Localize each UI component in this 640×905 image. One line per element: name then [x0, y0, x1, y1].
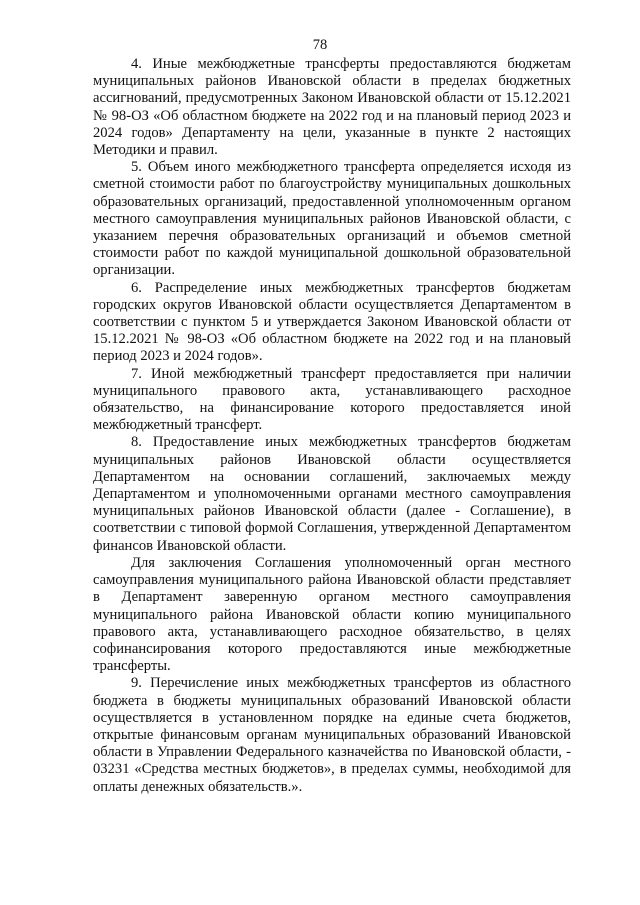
- paragraph-5: 5. Объем иного межбюджетного трансферта определяется исходя из сметной стоимости работ по благоустройству муниципальных дошкольных образовательных организаций, предоставленной уполномоченным органом местного самоуправления муниципальных районов Ивановской области, с указанием перечня образовательных организаций и объемов сметной стоимости работ по каждой муниципальной дошкольной образовательной организации.: [93, 159, 571, 279]
- page-number: 78: [312, 37, 328, 53]
- paragraph-9: 9. Перечисление иных межбюджетных трансфертов из областного бюджета в бюджеты муниципальных образований Ивановской области осуществляется в установленном порядке на единые счета бюджетов, открытые финансовым органам муниципальных образований Ивановской области в Управлении Федерального казначейства по Ивановской области, - 03231 «Средства местных бюджетов», в пределах суммы, необходимой для оплаты денежных обязательств.».: [93, 675, 571, 795]
- paragraph-8: 8. Предоставление иных межбюджетных трансфертов бюджетам муниципальных районов Ивановской области осуществляется Департаментом на основании соглашений, заключаемых между Департаментом и уполномоченными органами местного самоуправления муниципальных районов Ивановской области (далее - Соглашение), в соответствии с типовой формой Соглашения, утвержденной Департаментом финансов Ивановской области.: [93, 434, 571, 554]
- document-body: [93, 56, 571, 796]
- paragraph-7: 7. Иной межбюджетный трансферт предоставляется при наличии муниципального правового акта, устанавливающего расходное обязательство, на финансирование которого предоставляется иной межбюджетный трансферт.: [93, 365, 571, 434]
- paragraph-6: 6. Распределение иных межбюджетных трансфертов бюджетам городских округов Ивановской области осуществляется Департаментом в соответствии с пунктом 5 и утверждается Законом Ивановской области от 15.12.2021 № 98-ОЗ «Об областном бюджете на 2022 год и на плановый период 2023 и 2024 годов».: [93, 279, 571, 365]
- paragraph-4: 4. Иные межбюджетные трансферты предоставляются бюджетам муниципальных районов Ивановской области в пределах бюджетных ассигнований, предусмотренных Законом Ивановской области от 15.12.2021 № 98-ОЗ «Об областном бюджете на 2022 год и на плановый период 2023 и 2024 годов» Департаменту на цели, указанные в пункте 2 настоящих Методики и правил.: [93, 56, 571, 159]
- paragraph-8-continuation: Для заключения Соглашения уполномоченный орган местного самоуправления муниципального района Ивановской области представляет в Департамент заверенную органом местного самоуправления муниципального района Ивановской области копию муниципального правового акта, устанавливающего расходное обязательство, в целях софинансирования которого предоставляются иные межбюджетные трансферты.: [93, 554, 571, 675]
